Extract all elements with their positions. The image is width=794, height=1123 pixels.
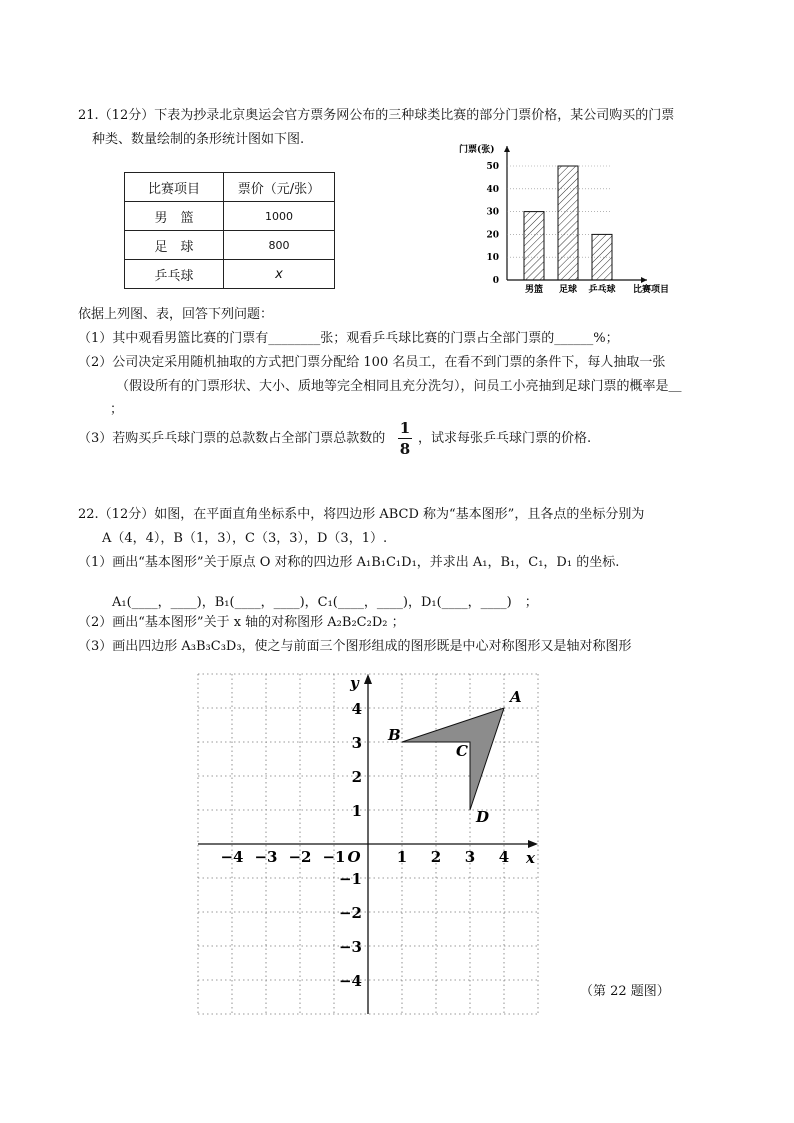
table-header-cell: 比赛项目 [125, 173, 224, 202]
table-header-row [125, 173, 335, 202]
q21-part3a: （3）若购买乒乓球门票的总款数占全部门票总款数的 [78, 431, 386, 446]
basic-figure-abcd [402, 708, 504, 810]
point-label: A [510, 688, 522, 706]
ticket-bar-chart [455, 138, 695, 298]
q22-part3: （3）画出四边形 A₃B₃C₃D₃，使之与前面三个图形组成的图形既是中心对称图形又是轴对称图形 [78, 639, 632, 654]
q22-part1: （1）画出“基本图形”关于原点 O 对称的四边形 A₁B₁C₁D₁，并求出 A₁，B₁，C₁，D₁ 的坐标. [78, 555, 620, 570]
x-tick-label: 4 [498, 848, 510, 866]
y-tick-label: −2 [338, 904, 362, 922]
chart-ytick-label: 10 [486, 253, 499, 264]
y-tick-label: 3 [351, 734, 362, 752]
x-tick-label: 1 [396, 848, 408, 866]
q21-intro: 依据上列图、表，回答下列问题： [78, 307, 274, 322]
fraction-one-eighth [398, 420, 412, 457]
table-cell: 足 球 [125, 231, 224, 260]
q21-line2: 种类、数量绘制的条形统计图如下图. [92, 132, 305, 147]
table-cell: x [224, 260, 335, 289]
x-tick-label: −1 [322, 848, 346, 866]
y-tick-label: 4 [351, 700, 362, 718]
y-tick-label: 1 [351, 802, 362, 820]
y-tick-label: −4 [338, 972, 362, 990]
y-axis-label: y [350, 674, 359, 692]
q21-part2a: （2）公司决定采用随机抽取的方式把门票分配给 100 名员工，在看不到门票的条件下，每人抽取一张 [78, 355, 666, 370]
x-tick-label: 2 [430, 848, 442, 866]
chart-ytick-label: 40 [486, 184, 499, 195]
y-axis-arrow-icon [364, 674, 372, 684]
point-label: C [456, 742, 468, 760]
q21-part2c: ； [110, 402, 124, 417]
q21-part2b: （假设所有的门票形状、大小、质地等完全相同且充分洗匀），问员工小亮抽到足球门票的概率是＿ [116, 379, 682, 394]
chart-category-label: 足球 [558, 285, 578, 295]
chart-category-label: 男篮 [524, 285, 544, 295]
y-tick-label: −1 [338, 870, 362, 888]
chart-ylabel: 门票(张) [459, 145, 495, 155]
table-row [125, 260, 335, 289]
table-row [125, 231, 335, 260]
q21-line1: 21.（12分）下表为抄录北京奥运会官方票务网公布的三种球类比赛的部分门票价格，某公司购买的门票 [78, 108, 675, 123]
point-label: D [476, 808, 490, 826]
table-cell: 800 [224, 231, 335, 260]
chart-y-arrow [504, 146, 510, 152]
x-tick-label: −2 [288, 848, 312, 866]
chart-ytick-label: 50 [486, 162, 499, 172]
chart-xlabel: 比赛项目 [633, 285, 670, 295]
chart-bar [524, 212, 544, 280]
chart-x-arrow [641, 277, 647, 283]
q21-part1: （1）其中观看男篮比赛的门票有________张；观看乒乓球比赛的门票占全部门票的______%； [78, 331, 619, 346]
point-label: B [388, 726, 401, 744]
x-tick-label: −3 [254, 848, 278, 866]
figure-caption: （第 22 题图） [580, 984, 670, 999]
x-axis-arrow-icon [528, 840, 538, 848]
table-cell: 1000 [224, 202, 335, 231]
chart-bar [558, 166, 578, 280]
q22-part2: （2）画出“基本图形”关于 x 轴的对称图形 A₂B₂C₂D₂ ； [78, 615, 405, 630]
chart-ytick-label: 30 [486, 207, 499, 218]
q22-line2: A（4，4），B（1，3），C（3，3），D（3，1）. [102, 531, 388, 546]
chart-ytick-label: 0 [492, 276, 499, 286]
table-header-cell: 票价（元/张） [224, 173, 335, 202]
chart-category-label: 乒乓球 [588, 285, 616, 295]
table-row [125, 202, 335, 231]
fraction-denominator: 8 [399, 440, 411, 458]
q22-part1-answers: A₁(____，____)，B₁(____，____)，C₁(____，____)，D₁(____，____) ； [112, 595, 538, 610]
q22-line1: 22.（12分）如图，在平面直角坐标系中，将四边形 ABCD 称为“基本图形”，且各点的坐标分别为 [78, 507, 645, 522]
y-tick-label: −3 [338, 938, 362, 956]
table-cell: 男 篮 [125, 202, 224, 231]
q21-part3b: ，试求每张乒乓球门票的价格. [418, 431, 592, 446]
table-cell: 乒乓球 [125, 260, 224, 289]
y-tick-label: 2 [351, 768, 362, 786]
coordinate-grid [190, 668, 550, 1018]
fraction-numerator: 1 [399, 419, 411, 437]
x-tick-label: −4 [220, 848, 244, 866]
x-axis-label: x [526, 849, 535, 867]
price-table [124, 172, 335, 289]
chart-bar [592, 234, 612, 280]
chart-ytick-label: 20 [486, 230, 499, 241]
x-tick-label: O [347, 848, 361, 866]
x-tick-label: 3 [464, 848, 476, 866]
